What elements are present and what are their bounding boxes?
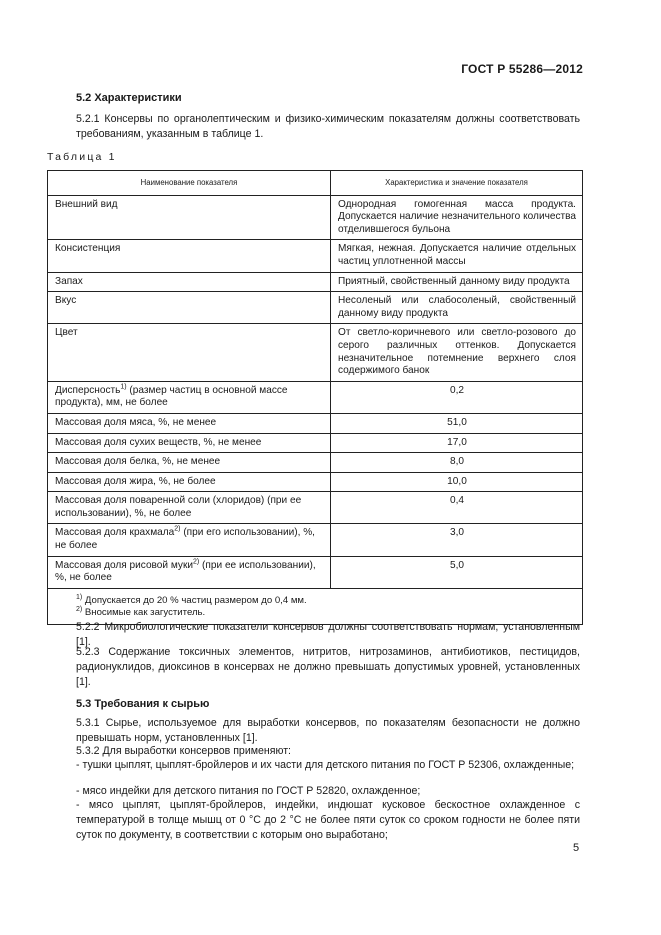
table-row (48, 453, 583, 473)
row-name: Массовая доля сухих веществ, %, не менее (48, 433, 331, 453)
row-name: Массовая доля жира, %, не более (48, 472, 331, 492)
row-name: Массовая доля белка, %, не менее (48, 453, 331, 473)
row-name: Массовая доля поваренной соли (хлоридов) (при ее использовании), %, не более (48, 492, 331, 524)
row-value: От светло-коричневого или светло-розового до серого различных оттенков. Допускается незначительное потемнение верхнего слоя содержимого банок (331, 324, 583, 381)
section-title-5-3: 5.3 Требования к сырью (76, 698, 210, 710)
paragraph-5-3-1: 5.3.1 Сырье, используемое для выработки консервов, по показателям безопасности не должно превышать норм, установленных [1]. (76, 717, 580, 745)
row-name: Массовая доля рисовой муки$^{2)}$ (при ее использовании), %, не более (48, 556, 331, 588)
table-row (48, 195, 583, 240)
table-row (48, 413, 583, 433)
table-row (48, 433, 583, 453)
row-name: Вкус (48, 292, 331, 324)
row-name: Дисперсность$^{1)}$ (размер частиц в основной массе продукта), мм, не более (48, 381, 331, 413)
table-row (48, 292, 583, 324)
section-title-5-2: 5.2 Характеристики (76, 92, 182, 104)
row-name: Запах (48, 272, 331, 292)
list-item: - мясо индейки для детского питания по ГОСТ Р 52820, охлажденное; (76, 785, 421, 797)
row-value: Однородная гомогенная масса продукта. Допускается наличие незначительного количества отделившегося бульона (331, 195, 583, 240)
column-header-characteristic: Характеристика и значение показателя (331, 171, 583, 196)
row-value: 51,0 (331, 413, 583, 433)
row-value: Приятный, свойственный данному виду продукта (331, 272, 583, 292)
table-footnotes (48, 588, 583, 624)
table-row (48, 524, 583, 556)
row-name: Массовая доля крахмала$^{2)}$ (при его использовании), %, не более (48, 524, 331, 556)
row-value: 0,2 (331, 381, 583, 413)
paragraph-5-2-2: 5.2.2 Микробиологические показатели консервов должны соответствовать нормам, установленным [1]. (76, 621, 580, 649)
row-value: 17,0 (331, 433, 583, 453)
footnote-2: $^{2)}$ Вносимые как загуститель. (76, 606, 206, 619)
row-name: Консистенция (48, 240, 331, 272)
row-value: 8,0 (331, 453, 583, 473)
table-row (48, 240, 583, 272)
table-row (48, 272, 583, 292)
row-value: 5,0 (331, 556, 583, 588)
table-row (48, 556, 583, 588)
row-value: 3,0 (331, 524, 583, 556)
paragraph-5-3-2: 5.3.2 Для выработки консервов применяют: (76, 745, 292, 757)
row-name: Массовая доля мяса, %, не менее (48, 413, 331, 433)
list-item: - тушки цыплят, цыплят-бройлеров и их части для детского питания по ГОСТ Р 52306, охлажденные; (76, 759, 575, 771)
table-row (48, 492, 583, 524)
row-name: Внешний вид (48, 195, 331, 240)
row-value: Мягкая, нежная. Допускается наличие отдельных частиц уплотненной массы (331, 240, 583, 272)
table-footnotes-row (48, 588, 583, 624)
row-name: Цвет (48, 324, 331, 381)
list-item: - мясо цыплят, цыплят-бройлеров, индейки, индюшат кусковое бескостное охлажденное с температурой в толще мышц от 0 °С до 2 °С не более пяти суток со сроком годности не более пяти суток по документу, в соответствии с которым оно выработано; (76, 799, 580, 842)
row-value: 0,4 (331, 492, 583, 524)
row-value: 10,0 (331, 472, 583, 492)
table-row (48, 472, 583, 492)
paragraph-5-2-3: 5.2.3 Содержание токсичных элементов, нитритов, нитрозаминов, антибиотиков, пестицидов, радионуклидов, диоксинов в консервах не должно превышать допустимых уровней, установленных [1]. (76, 646, 580, 689)
table-caption: Таблица 1 (47, 151, 117, 163)
table-row (48, 324, 583, 381)
document-code: ГОСТ Р 55286—2012 (461, 62, 583, 76)
paragraph-5-2-1: 5.2.1 Консервы по органолептическим и физико-химическим показателям должны соответствовать требованиям, указанным в таблице 1. (76, 113, 580, 141)
page-number: 5 (573, 842, 580, 854)
characteristics-table (47, 170, 583, 625)
footnote-1: $^{1)}$ Допускается до 20 % частиц размером до 0,4 мм. (76, 593, 307, 606)
column-header-indicator: Наименование показателя (48, 171, 331, 196)
table-header-row (48, 171, 583, 196)
table-row (48, 381, 583, 413)
row-value: Несоленый или слабосоленый, свойственный данному виду продукта (331, 292, 583, 324)
